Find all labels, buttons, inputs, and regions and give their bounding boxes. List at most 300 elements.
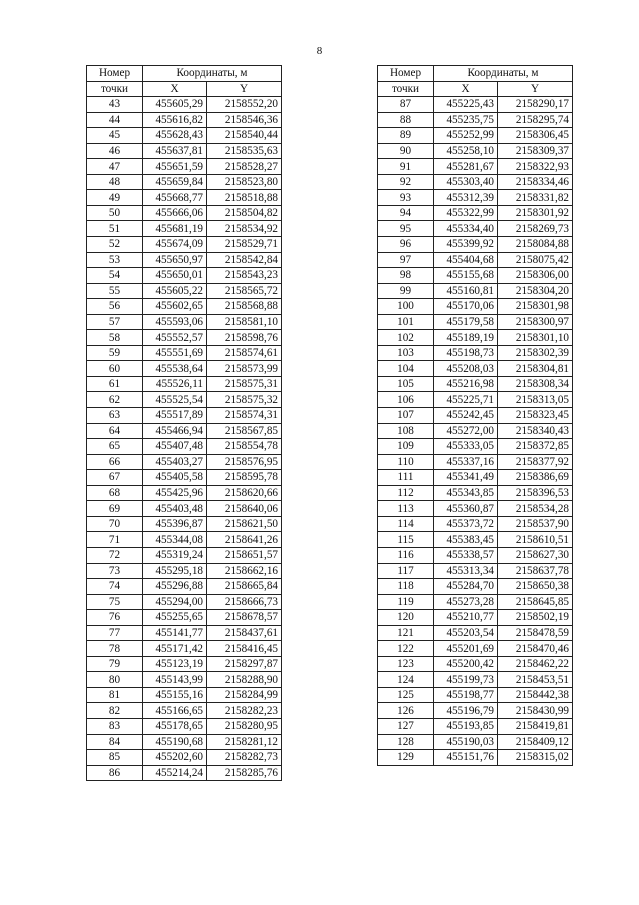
y-coordinate: 2158430,99 — [498, 703, 573, 719]
x-coordinate: 455551,69 — [143, 345, 207, 361]
point-number: 89 — [378, 128, 434, 144]
table-row — [378, 408, 573, 424]
y-coordinate: 2158523,80 — [207, 174, 282, 190]
y-coordinate: 2158595,78 — [207, 470, 282, 486]
x-coordinate: 455178,65 — [143, 718, 207, 734]
x-coordinate: 455198,77 — [434, 687, 498, 703]
x-coordinate: 455242,45 — [434, 408, 498, 424]
x-coordinate: 455210,77 — [434, 610, 498, 626]
point-number: 61 — [87, 376, 143, 392]
point-number: 43 — [87, 97, 143, 113]
y-coordinate: 2158554,78 — [207, 439, 282, 455]
table-row — [378, 656, 573, 672]
x-coordinate: 455216,98 — [434, 376, 498, 392]
x-coordinate: 455668,77 — [143, 190, 207, 206]
point-number: 121 — [378, 625, 434, 641]
y-coordinate: 2158666,73 — [207, 594, 282, 610]
point-number: 108 — [378, 423, 434, 439]
y-coordinate: 2158543,23 — [207, 268, 282, 284]
table-row — [378, 361, 573, 377]
table-row — [87, 299, 282, 315]
table-row — [87, 532, 282, 548]
point-number: 45 — [87, 128, 143, 144]
x-coordinate: 455170,06 — [434, 299, 498, 315]
y-coordinate: 2158540,44 — [207, 128, 282, 144]
y-coordinate: 2158301,98 — [498, 299, 573, 315]
table-row — [87, 314, 282, 330]
table-row — [87, 97, 282, 113]
table-row — [87, 376, 282, 392]
point-number: 103 — [378, 345, 434, 361]
point-number: 76 — [87, 610, 143, 626]
point-number: 100 — [378, 299, 434, 315]
y-coordinate: 2158645,85 — [498, 594, 573, 610]
x-coordinate: 455337,16 — [434, 454, 498, 470]
point-number: 55 — [87, 283, 143, 299]
point-number: 85 — [87, 750, 143, 766]
x-coordinate: 455190,03 — [434, 734, 498, 750]
point-number: 88 — [378, 112, 434, 128]
y-coordinate: 2158610,51 — [498, 532, 573, 548]
point-number: 64 — [87, 423, 143, 439]
y-coordinate: 2158340,43 — [498, 423, 573, 439]
table-row — [87, 625, 282, 641]
y-coordinate: 2158282,23 — [207, 703, 282, 719]
x-coordinate: 455466,94 — [143, 423, 207, 439]
y-coordinate: 2158386,69 — [498, 470, 573, 486]
table-row — [87, 718, 282, 734]
y-coordinate: 2158567,85 — [207, 423, 282, 439]
y-coordinate: 2158300,97 — [498, 314, 573, 330]
y-coordinate: 2158280,95 — [207, 718, 282, 734]
y-coordinate: 2158542,84 — [207, 252, 282, 268]
y-coordinate: 2158651,57 — [207, 547, 282, 563]
point-number: 47 — [87, 159, 143, 175]
y-coordinate: 2158269,73 — [498, 221, 573, 237]
y-coordinate: 2158396,53 — [498, 485, 573, 501]
table-row — [378, 718, 573, 734]
y-coordinate: 2158322,93 — [498, 159, 573, 175]
y-coordinate: 2158620,66 — [207, 485, 282, 501]
table-row — [87, 159, 282, 175]
point-number: 78 — [87, 641, 143, 657]
point-number: 102 — [378, 330, 434, 346]
table-row — [87, 516, 282, 532]
table-row — [378, 516, 573, 532]
table-row — [378, 470, 573, 486]
point-number: 116 — [378, 547, 434, 563]
x-coordinate: 455255,65 — [143, 610, 207, 626]
point-number: 125 — [378, 687, 434, 703]
y-coordinate: 2158442,38 — [498, 687, 573, 703]
y-coordinate: 2158288,90 — [207, 672, 282, 688]
y-coordinate: 2158535,63 — [207, 143, 282, 159]
point-number: 97 — [378, 252, 434, 268]
table-row — [87, 563, 282, 579]
y-coordinate: 2158537,90 — [498, 516, 573, 532]
y-coordinate: 2158637,78 — [498, 563, 573, 579]
point-number: 122 — [378, 641, 434, 657]
y-coordinate: 2158502,19 — [498, 610, 573, 626]
y-coordinate: 2158308,34 — [498, 376, 573, 392]
x-coordinate: 455334,40 — [434, 221, 498, 237]
table-row — [378, 237, 573, 253]
y-coordinate: 2158627,30 — [498, 547, 573, 563]
table-row — [87, 547, 282, 563]
point-number: 98 — [378, 268, 434, 284]
table-row — [87, 579, 282, 595]
x-coordinate: 455538,64 — [143, 361, 207, 377]
x-coordinate: 455552,57 — [143, 330, 207, 346]
x-coordinate: 455166,65 — [143, 703, 207, 719]
point-number: 73 — [87, 563, 143, 579]
x-column-header: X — [434, 81, 498, 97]
y-coordinate: 2158621,50 — [207, 516, 282, 532]
x-coordinate: 455258,10 — [434, 143, 498, 159]
y-coordinate: 2158295,74 — [498, 112, 573, 128]
table-row — [87, 750, 282, 766]
x-coordinate: 455319,24 — [143, 547, 207, 563]
x-coordinate: 455616,82 — [143, 112, 207, 128]
point-number: 90 — [378, 143, 434, 159]
point-number: 101 — [378, 314, 434, 330]
table-row — [378, 221, 573, 237]
y-coordinate: 2158419,81 — [498, 718, 573, 734]
point-number: 96 — [378, 237, 434, 253]
point-number: 79 — [87, 656, 143, 672]
y-coordinate: 2158462,22 — [498, 656, 573, 672]
table-row — [378, 703, 573, 719]
point-number: 95 — [378, 221, 434, 237]
y-coordinate: 2158576,95 — [207, 454, 282, 470]
x-column-header: X — [143, 81, 207, 97]
point-number: 117 — [378, 563, 434, 579]
x-coordinate: 455405,58 — [143, 470, 207, 486]
point-number: 67 — [87, 470, 143, 486]
x-coordinate: 455199,73 — [434, 672, 498, 688]
table-row — [378, 174, 573, 190]
x-coordinate: 455341,49 — [434, 470, 498, 486]
x-coordinate: 455526,11 — [143, 376, 207, 392]
x-coordinate: 455651,59 — [143, 159, 207, 175]
y-coordinate: 2158575,31 — [207, 376, 282, 392]
point-number: 113 — [378, 501, 434, 517]
table-row — [87, 205, 282, 221]
table-row — [378, 750, 573, 766]
y-coordinate: 2158581,10 — [207, 314, 282, 330]
x-coordinate: 455200,42 — [434, 656, 498, 672]
table-row — [87, 641, 282, 657]
x-coordinate: 455674,09 — [143, 237, 207, 253]
x-coordinate: 455296,88 — [143, 579, 207, 595]
table-row — [87, 128, 282, 144]
y-coordinate: 2158650,38 — [498, 579, 573, 595]
point-number: 93 — [378, 190, 434, 206]
table-row — [378, 563, 573, 579]
point-number: 87 — [378, 97, 434, 113]
x-coordinate: 455681,19 — [143, 221, 207, 237]
table-row — [87, 439, 282, 455]
table-row — [378, 299, 573, 315]
y-coordinate: 2158528,27 — [207, 159, 282, 175]
y-coordinate: 2158331,82 — [498, 190, 573, 206]
x-coordinate: 455160,81 — [434, 283, 498, 299]
table-row — [378, 112, 573, 128]
y-coordinate: 2158281,12 — [207, 734, 282, 750]
table-row — [378, 547, 573, 563]
point-number: 104 — [378, 361, 434, 377]
table-row — [87, 703, 282, 719]
point-number: 118 — [378, 579, 434, 595]
y-coordinate: 2158453,51 — [498, 672, 573, 688]
point-number: 112 — [378, 485, 434, 501]
point-number: 66 — [87, 454, 143, 470]
y-coordinate: 2158306,45 — [498, 128, 573, 144]
x-coordinate: 455281,67 — [434, 159, 498, 175]
x-coordinate: 455295,18 — [143, 563, 207, 579]
x-coordinate: 455425,96 — [143, 485, 207, 501]
y-coordinate: 2158304,81 — [498, 361, 573, 377]
coordinates-table-left — [86, 65, 282, 781]
table-row — [87, 470, 282, 486]
point-number: 84 — [87, 734, 143, 750]
y-coordinate: 2158416,45 — [207, 641, 282, 657]
table-row — [378, 439, 573, 455]
table-row — [378, 625, 573, 641]
point-number-header-bottom: точки — [378, 81, 434, 97]
x-coordinate: 455605,22 — [143, 283, 207, 299]
y-coordinate: 2158284,99 — [207, 687, 282, 703]
point-number: 92 — [378, 174, 434, 190]
point-number: 56 — [87, 299, 143, 315]
y-coordinate: 2158534,92 — [207, 221, 282, 237]
x-coordinate: 455666,06 — [143, 205, 207, 221]
point-number: 129 — [378, 750, 434, 766]
point-number: 126 — [378, 703, 434, 719]
point-number: 48 — [87, 174, 143, 190]
x-coordinate: 455333,05 — [434, 439, 498, 455]
point-number: 107 — [378, 408, 434, 424]
table-row — [87, 423, 282, 439]
x-coordinate: 455273,28 — [434, 594, 498, 610]
y-coordinate: 2158575,32 — [207, 392, 282, 408]
point-number: 91 — [378, 159, 434, 175]
x-coordinate: 455143,99 — [143, 672, 207, 688]
table-row — [87, 283, 282, 299]
y-coordinate: 2158302,39 — [498, 345, 573, 361]
x-coordinate: 455637,81 — [143, 143, 207, 159]
point-number-header-top: Номер — [87, 66, 143, 82]
point-number: 54 — [87, 268, 143, 284]
y-coordinate: 2158075,42 — [498, 252, 573, 268]
point-number-header-top: Номер — [378, 66, 434, 82]
y-coordinate: 2158504,82 — [207, 205, 282, 221]
x-coordinate: 455123,19 — [143, 656, 207, 672]
x-coordinate: 455151,76 — [434, 750, 498, 766]
table-row — [87, 501, 282, 517]
point-number: 105 — [378, 376, 434, 392]
table-row — [87, 345, 282, 361]
y-coordinate: 2158665,84 — [207, 579, 282, 595]
table-row — [378, 128, 573, 144]
y-coordinate: 2158409,12 — [498, 734, 573, 750]
table-row — [378, 734, 573, 750]
x-coordinate: 455208,03 — [434, 361, 498, 377]
table-row — [378, 159, 573, 175]
x-coordinate: 455650,01 — [143, 268, 207, 284]
x-coordinate: 455593,06 — [143, 314, 207, 330]
y-coordinate: 2158304,20 — [498, 283, 573, 299]
point-number: 62 — [87, 392, 143, 408]
point-number: 119 — [378, 594, 434, 610]
y-coordinate: 2158573,99 — [207, 361, 282, 377]
point-number: 111 — [378, 470, 434, 486]
y-coordinate: 2158084,88 — [498, 237, 573, 253]
coordinates-table-right — [377, 65, 573, 766]
table-row — [87, 734, 282, 750]
x-coordinate: 455313,34 — [434, 563, 498, 579]
table-row — [378, 610, 573, 626]
table-row — [87, 687, 282, 703]
y-coordinate: 2158534,28 — [498, 501, 573, 517]
y-coordinate: 2158306,00 — [498, 268, 573, 284]
y-coordinate: 2158574,31 — [207, 408, 282, 424]
point-number: 53 — [87, 252, 143, 268]
x-coordinate: 455294,00 — [143, 594, 207, 610]
point-number: 57 — [87, 314, 143, 330]
point-number: 128 — [378, 734, 434, 750]
point-number-header-bottom: точки — [87, 81, 143, 97]
x-coordinate: 455338,57 — [434, 547, 498, 563]
point-number: 99 — [378, 283, 434, 299]
x-coordinate: 455252,99 — [434, 128, 498, 144]
y-coordinate: 2158301,10 — [498, 330, 573, 346]
table-row — [87, 221, 282, 237]
y-coordinate: 2158640,06 — [207, 501, 282, 517]
table-row — [378, 423, 573, 439]
y-coordinate: 2158377,92 — [498, 454, 573, 470]
table-row — [87, 594, 282, 610]
x-coordinate: 455303,40 — [434, 174, 498, 190]
x-coordinate: 455190,68 — [143, 734, 207, 750]
x-coordinate: 455225,71 — [434, 392, 498, 408]
table-row — [87, 112, 282, 128]
y-coordinate: 2158323,45 — [498, 408, 573, 424]
page-number: 8 — [316, 45, 323, 57]
y-coordinate: 2158437,61 — [207, 625, 282, 641]
y-coordinate: 2158565,72 — [207, 283, 282, 299]
table-row — [378, 330, 573, 346]
y-coordinate: 2158518,88 — [207, 190, 282, 206]
x-coordinate: 455383,45 — [434, 532, 498, 548]
table-body — [87, 97, 282, 781]
point-number: 71 — [87, 532, 143, 548]
point-number: 46 — [87, 143, 143, 159]
x-coordinate: 455312,39 — [434, 190, 498, 206]
table-row — [87, 143, 282, 159]
y-coordinate: 2158372,85 — [498, 439, 573, 455]
table-body — [378, 97, 573, 766]
point-number: 106 — [378, 392, 434, 408]
x-coordinate: 455193,85 — [434, 718, 498, 734]
x-coordinate: 455155,68 — [434, 268, 498, 284]
y-coordinate: 2158598,76 — [207, 330, 282, 346]
y-coordinate: 2158568,88 — [207, 299, 282, 315]
point-number: 124 — [378, 672, 434, 688]
table-row — [87, 454, 282, 470]
x-coordinate: 455141,77 — [143, 625, 207, 641]
x-coordinate: 455235,75 — [434, 112, 498, 128]
point-number: 70 — [87, 516, 143, 532]
table-row — [87, 237, 282, 253]
point-number: 86 — [87, 765, 143, 781]
table-row — [87, 330, 282, 346]
y-coordinate: 2158315,02 — [498, 750, 573, 766]
point-number: 59 — [87, 345, 143, 361]
table-row — [87, 174, 282, 190]
point-number: 83 — [87, 718, 143, 734]
point-number: 82 — [87, 703, 143, 719]
x-coordinate: 455360,87 — [434, 501, 498, 517]
x-coordinate: 455171,42 — [143, 641, 207, 657]
point-number: 127 — [378, 718, 434, 734]
x-coordinate: 455407,48 — [143, 439, 207, 455]
y-coordinate: 2158546,36 — [207, 112, 282, 128]
table-row — [378, 190, 573, 206]
y-coordinate: 2158678,57 — [207, 610, 282, 626]
point-number: 58 — [87, 330, 143, 346]
y-coordinate: 2158574,61 — [207, 345, 282, 361]
x-coordinate: 455201,69 — [434, 641, 498, 657]
x-coordinate: 455659,84 — [143, 174, 207, 190]
y-column-header: Y — [207, 81, 282, 97]
x-coordinate: 455399,92 — [434, 237, 498, 253]
y-coordinate: 2158297,87 — [207, 656, 282, 672]
table-row — [378, 672, 573, 688]
table-row — [87, 268, 282, 284]
point-number: 94 — [378, 205, 434, 221]
table-row — [378, 252, 573, 268]
x-coordinate: 455403,48 — [143, 501, 207, 517]
table-row — [378, 532, 573, 548]
y-coordinate: 2158334,46 — [498, 174, 573, 190]
table-row — [378, 641, 573, 657]
x-coordinate: 455343,85 — [434, 485, 498, 501]
table-row — [378, 501, 573, 517]
y-coordinate: 2158478,59 — [498, 625, 573, 641]
point-number: 110 — [378, 454, 434, 470]
point-number: 120 — [378, 610, 434, 626]
y-coordinate: 2158662,16 — [207, 563, 282, 579]
x-coordinate: 455189,19 — [434, 330, 498, 346]
point-number: 72 — [87, 547, 143, 563]
table-row — [87, 190, 282, 206]
point-number: 81 — [87, 687, 143, 703]
x-coordinate: 455214,24 — [143, 765, 207, 781]
table-row — [378, 143, 573, 159]
point-number: 80 — [87, 672, 143, 688]
table-row — [378, 687, 573, 703]
x-coordinate: 455628,43 — [143, 128, 207, 144]
table-row — [378, 283, 573, 299]
point-number: 115 — [378, 532, 434, 548]
point-number: 63 — [87, 408, 143, 424]
table-row — [378, 376, 573, 392]
y-coordinate: 2158529,71 — [207, 237, 282, 253]
x-coordinate: 455404,68 — [434, 252, 498, 268]
x-coordinate: 455198,73 — [434, 345, 498, 361]
y-coordinate: 2158301,92 — [498, 205, 573, 221]
